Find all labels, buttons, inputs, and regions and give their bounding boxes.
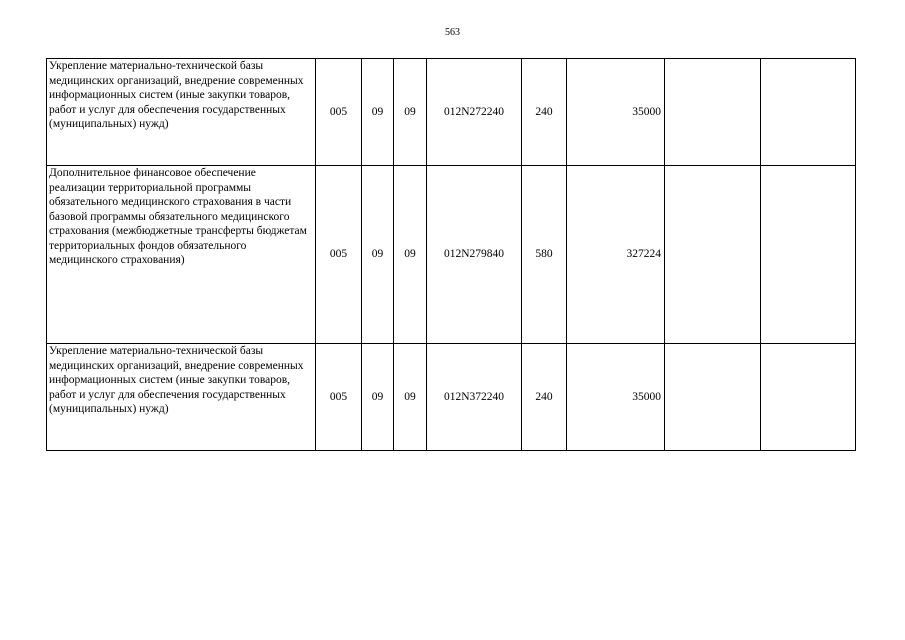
ministry-code: 005 bbox=[316, 166, 362, 344]
amount-cell: 35000 bbox=[567, 344, 665, 451]
amount-cell: 327224 bbox=[567, 166, 665, 344]
row-description: Укрепление материально-технической базы медицинских организаций, внедрение современных информационных систем (иные закупки товаров, работ и услуг для обеспечения государственных (муниципальных) нужд) bbox=[47, 344, 316, 451]
extra-cell-1 bbox=[665, 344, 761, 451]
section-code: 09 bbox=[362, 344, 394, 451]
subsection-code: 09 bbox=[394, 59, 427, 166]
extra-cell-1 bbox=[665, 59, 761, 166]
subsection-code: 09 bbox=[394, 166, 427, 344]
subsection-code: 09 bbox=[394, 344, 427, 451]
table-row bbox=[47, 344, 856, 451]
target-article-code: 012N272240 bbox=[427, 59, 522, 166]
row-description: Дополнительное финансовое обеспечение реализации территориальной программы обязательного медицинского страхования в части базовой программы обязательного медицинского страхования (межбюджетные трансферты бюджетам территориальных фондов обязательного медицинского страхования) bbox=[47, 166, 316, 344]
table-row bbox=[47, 166, 856, 344]
target-article-code: 012N372240 bbox=[427, 344, 522, 451]
table-row bbox=[47, 59, 856, 166]
amount-cell: 35000 bbox=[567, 59, 665, 166]
expense-type-code: 240 bbox=[522, 59, 567, 166]
expense-type-code: 580 bbox=[522, 166, 567, 344]
budget-table bbox=[46, 58, 856, 451]
ministry-code: 005 bbox=[316, 344, 362, 451]
target-article-code: 012N279840 bbox=[427, 166, 522, 344]
row-description: Укрепление материально-технической базы медицинских организаций, внедрение современных информационных систем (иные закупки товаров, работ и услуг для обеспечения государственных (муниципальных) нужд) bbox=[47, 59, 316, 166]
ministry-code: 005 bbox=[316, 59, 362, 166]
extra-cell-2 bbox=[761, 59, 856, 166]
extra-cell-1 bbox=[665, 166, 761, 344]
section-code: 09 bbox=[362, 59, 394, 166]
section-code: 09 bbox=[362, 166, 394, 344]
expense-type-code: 240 bbox=[522, 344, 567, 451]
extra-cell-2 bbox=[761, 344, 856, 451]
page-number: 563 bbox=[445, 27, 460, 38]
extra-cell-2 bbox=[761, 166, 856, 344]
